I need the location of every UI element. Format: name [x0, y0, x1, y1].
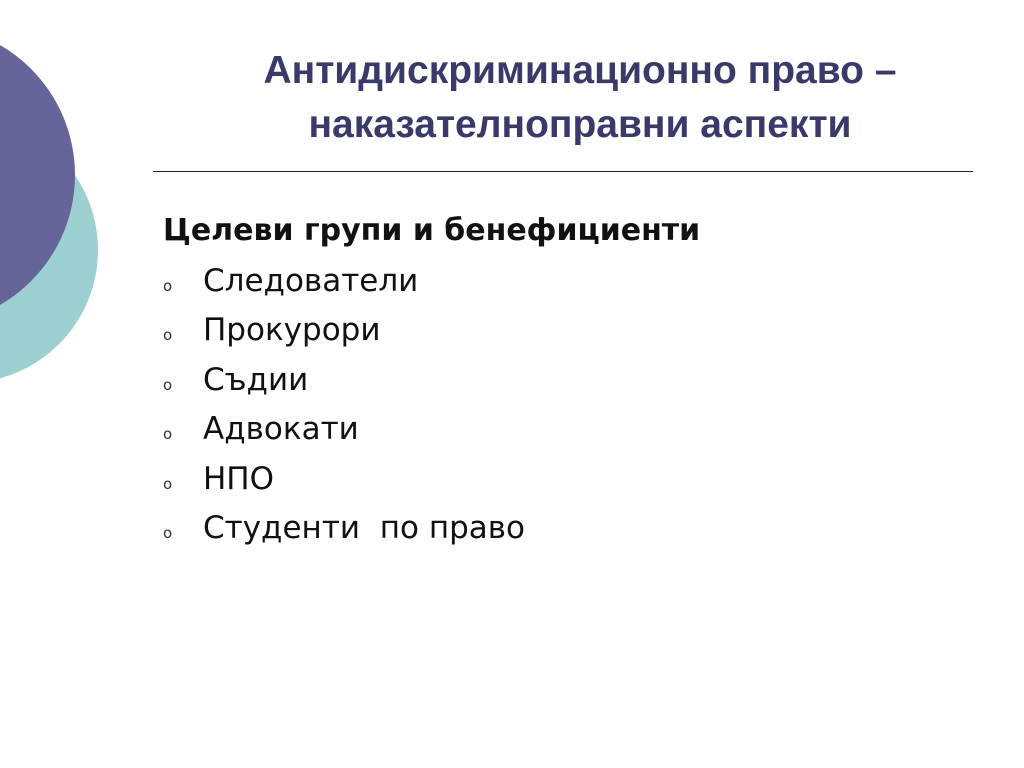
list-item-text: Съдии	[203, 361, 309, 398]
list-item-text: Студенти по право	[203, 510, 526, 547]
bullet-icon: o	[163, 375, 173, 394]
list-item	[163, 405, 525, 455]
bullet-list	[163, 256, 525, 553]
list-item	[163, 256, 525, 306]
list-item-text: Прокурори	[203, 312, 381, 349]
bullet-icon: o	[163, 524, 173, 543]
section-heading: Целеви групи и бенефициенти	[163, 213, 701, 248]
bullet-icon: o	[163, 425, 173, 444]
list-item	[163, 454, 525, 504]
title-divider	[153, 171, 973, 172]
bullet-icon: o	[163, 326, 173, 345]
bullet-icon: o	[163, 276, 173, 295]
bullet-icon: o	[163, 474, 173, 493]
list-item	[163, 355, 525, 405]
decorative-circles	[0, 0, 110, 410]
list-item	[163, 504, 525, 554]
list-item	[163, 306, 525, 356]
slide-title	[160, 44, 1000, 152]
title-line-1: Антидискриминационно право –	[263, 49, 897, 92]
list-item-text: Следователи	[203, 262, 419, 299]
list-item-text: Адвокати	[203, 411, 359, 448]
title-line-2: наказателноправни аспекти	[308, 103, 852, 146]
list-item-text: НПО	[203, 460, 275, 497]
